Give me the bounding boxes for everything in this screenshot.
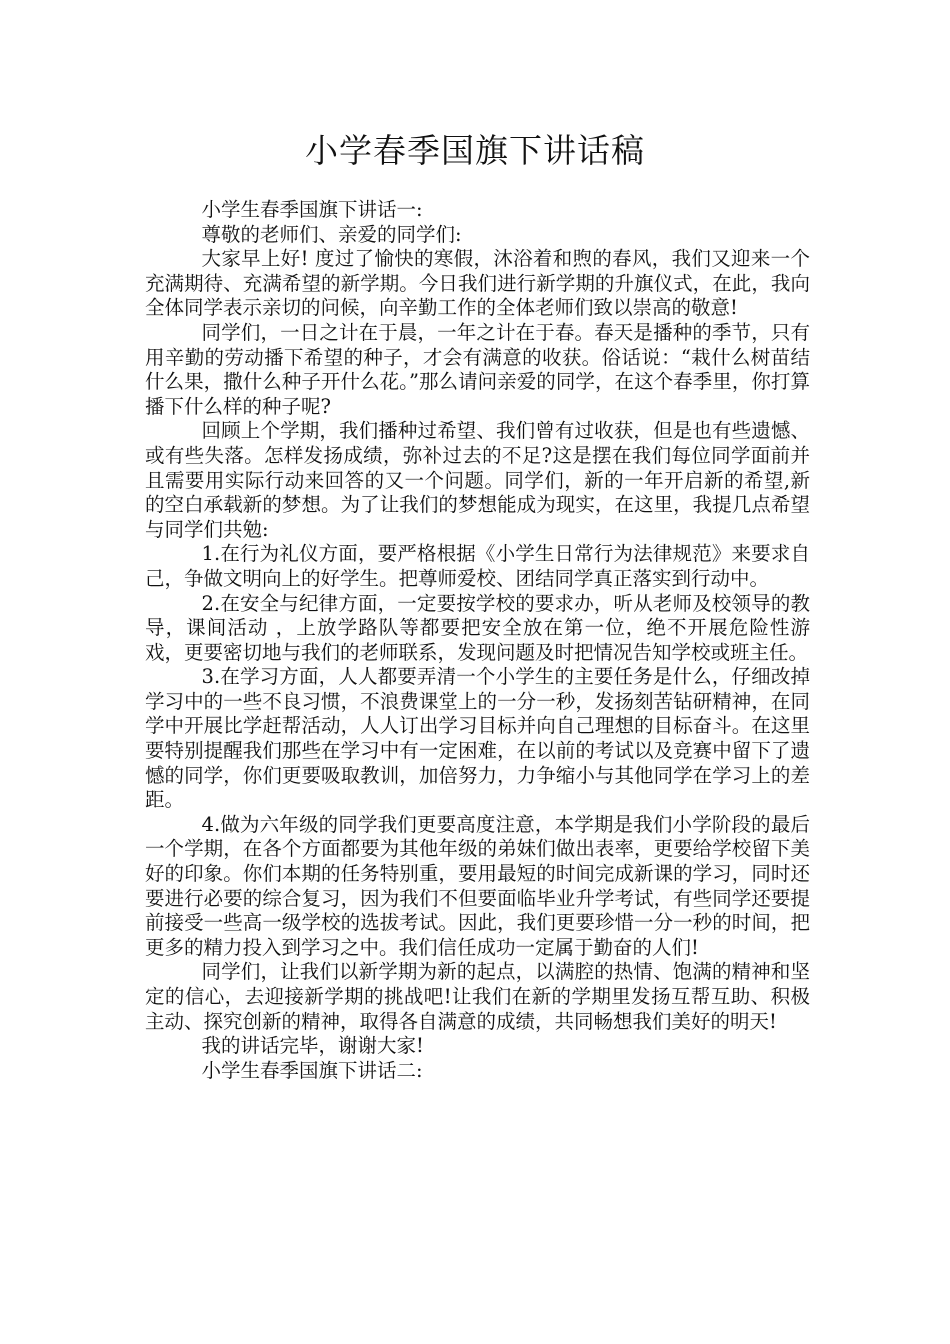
paragraph: 同学们，让我们以新学期为新的起点，以满腔的热情、饱满的精神和坚定的信心，去迎接新学期的挑战吧!让我们在新的学期里发扬互帮互助、积极主动、探究创新的精神，取得各自满意的成绩，共同畅想我们美好的明天! (145, 960, 810, 1033)
list-item-1: 1.在行为礼仪方面，要严格根据《小学生日常行为法律规范》来要求自己，争做文明向上的好学生。把尊师爱校、团结同学真正落实到行动中。 (145, 542, 810, 590)
paragraph: 大家早上好! 度过了愉快的寒假，沐浴着和煦的春风，我们又迎来一个充满期待、充满希望的新学期。今日我们进行新学期的升旗仪式，在此，我向全体同学表示亲切的问候，向辛勤工作的全体老师们致以崇高的敬意! (145, 247, 810, 320)
salutation: 尊敬的老师们、亲爱的同学们: (201, 222, 462, 246)
speech-two-heading: 小学生春季国旗下讲话二: (201, 1058, 423, 1082)
paragraph: 同学们，一日之计在于晨，一年之计在于春。春天是播种的季节，只有用辛勤的劳动播下希望的种子，才会有满意的收获。俗话说：“栽什么树苗结什么果，撒什么种子开什么花。”那么请问亲爱的同学，在这个春季里，你打算播下什么样的种子呢? (145, 320, 810, 418)
list-item-3: 3.在学习方面，人人都要弄清一个小学生的主要任务是什么，仔细改掉学习中的一些不良习惯，不浪费课堂上的一分一秒，发扬刻苦钻研精神，在同学中开展比学赶帮活动，人人订出学习目标并向自己理想的目标奋斗。在这里要特别提醒我们那些在学习中有一定困难，在以前的考试以及竞赛中留下了遗憾的同学，你们更要吸取教训，加倍努力，力争缩小与其他同学在学习上的差距。 (145, 665, 810, 812)
closing-line: 我的讲话完毕，谢谢大家! (201, 1034, 424, 1058)
list-item-2: 2.在安全与纪律方面，一定要按学校的要求办，听从老师及校领导的教导，课间活动 ，上放学路队等都要把安全放在第一位，绝不开展危险性游戏，更要密切地与我们的老师联系，发现问题及时把情况告知学校或班主任。 (145, 591, 810, 664)
list-item-4: 4.做为六年级的同学我们更要高度注意，本学期是我们小学阶段的最后一个学期，在各个方面都要为其他年级的弟妹们做出表率，更要给学校留下美好的印象。你们本期的任务特别重，要用最短的时间完成新课的学习，同时还要进行必要的综合复习，因为我们不但要面临毕业升学考试，有些同学还要提前接受一些高一级学校的选拔考试。因此，我们更要珍惜一分一秒的时间，把更多的精力投入到学习之中。我们信任成功一定属于勤奋的人们! (145, 812, 810, 959)
speech-one-heading: 小学生春季国旗下讲话一: (201, 198, 423, 221)
paragraph: 回顾上个学期，我们播种过希望、我们曾有过收获，但是也有些遗憾、或有些失落。怎样发扬成绩，弥补过去的不足?这是摆在我们每位同学面前并且需要用实际行动来回答的又一个问题。同学们，新的一年开启新的希望,新的空白承载新的梦想。为了让我们的梦想能成为现实，在这里，我提几点希望与同学们共勉: (145, 419, 810, 541)
document-body (145, 198, 810, 1083)
document-title: 小学春季国旗下讲话稿 (305, 131, 645, 170)
